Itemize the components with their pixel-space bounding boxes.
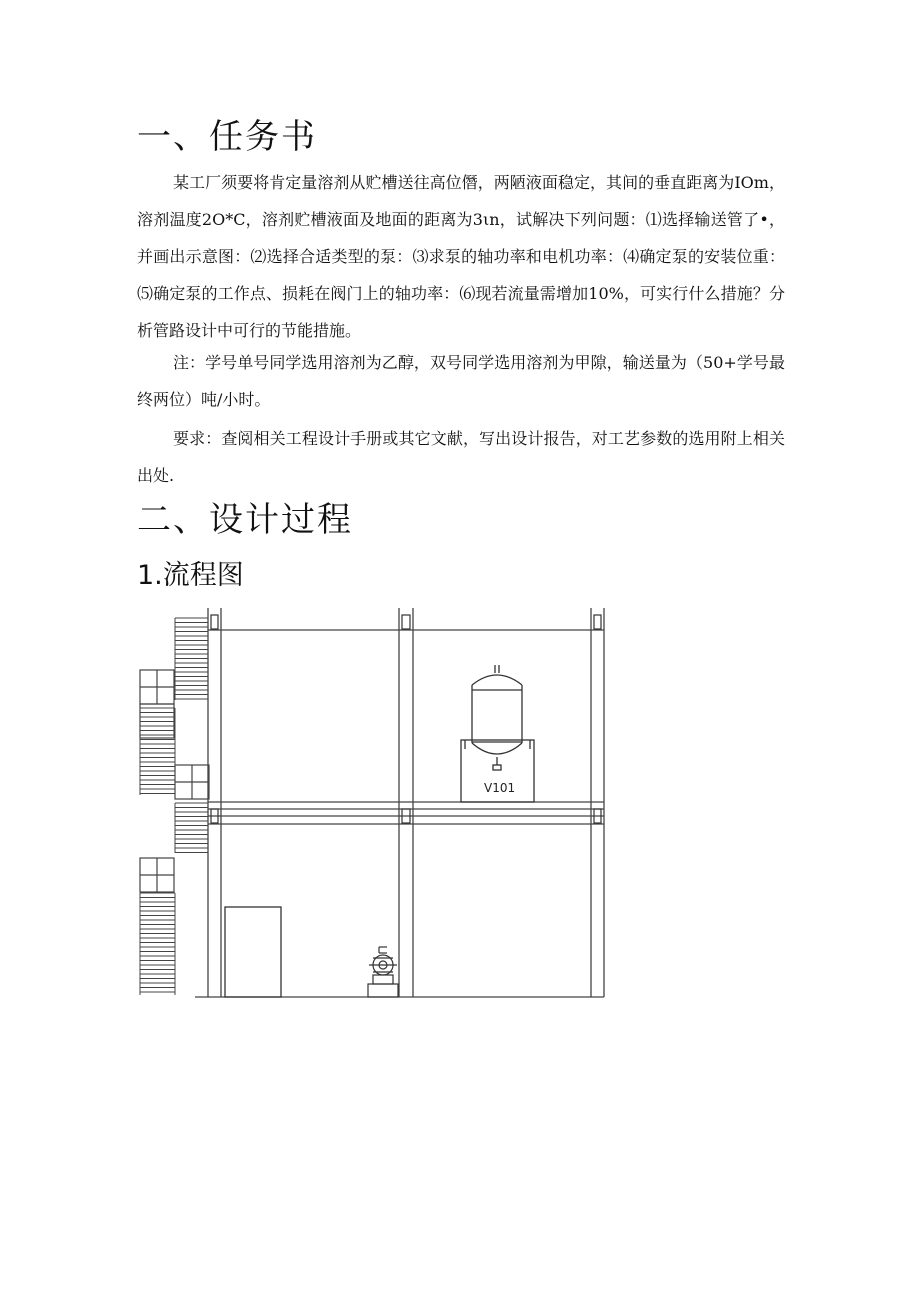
section-title-design-process: 二、设计过程 (137, 500, 353, 540)
column-joints (211, 615, 601, 823)
section-title-task: 一、任务书 (137, 117, 317, 157)
flow-diagram-svg (135, 603, 610, 1001)
landing-boxes (140, 670, 209, 892)
pump (368, 947, 398, 997)
vessel-label: V101 (484, 781, 516, 795)
requirement-paragraph: 要求：查阅相关工程设计手册或其它文献，写出设计报告，对工艺参数的选用附上相关出处. (137, 429, 785, 485)
flow-diagram (135, 603, 610, 1001)
task-description-paragraph: 某工厂须要将肯定量溶剂从贮槽送往高位僭，两陋液面稳定，其间的垂直距离为IOm，溶剂温度2O*C，溶剂贮槽液面及地面的距离为3ιn，试解决下列问题：⑴选择输送管了•，并画出示意图：⑵选择合适类型的泵：⑶求泵的轴功率和电机功率：⑷确定泵的安装位重：⑸确定泵的工作点、损耗在阀门上的轴功率：⑹现若流量需增加10%，可实行什么措施？分析管路设计中可行的节能措施。 (137, 173, 785, 340)
subsection-title-flow-diagram: 1.流程图 (137, 560, 244, 591)
storage-tank (225, 907, 281, 997)
note-paragraph: 注：学号单号同学选用溶剂为乙醇，双号同学选用溶剂为甲隙，输送量为（50+学号最终两位）吨/小时。 (137, 353, 785, 409)
